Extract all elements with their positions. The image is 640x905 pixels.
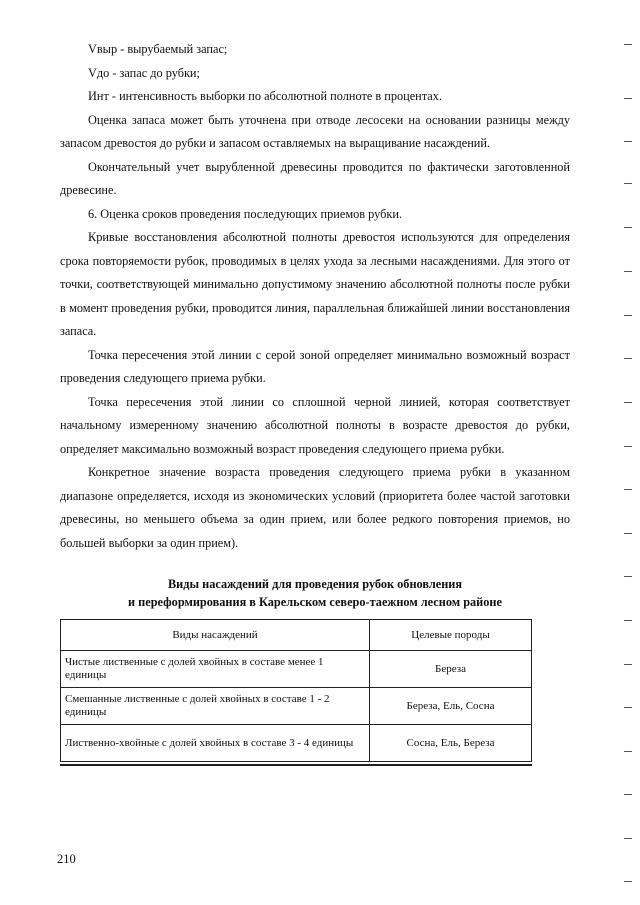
table-cell: Чистые лиственные с долей хвойных в составе менее 1 единицы — [61, 651, 370, 688]
margin-tick — [624, 620, 632, 621]
margin-tick — [624, 881, 632, 882]
margin-tick — [624, 315, 632, 316]
paragraph: Точка пересечения этой линии с серой зоной определяет минимально возможный возраст проведения следующего приема рубки. — [60, 347, 570, 385]
paragraph: Точка пересечения этой линии со сплошной черной линией, которая соответствует начальному измеренному значению абсолютной полноты в возрасте древостоя до рубки, определяет максимально возможный возраст проведения следующего приема рубки. — [60, 394, 570, 456]
column-header: Виды насаждений — [61, 620, 370, 651]
margin-tick — [624, 794, 632, 795]
paragraph: Кривые восстановления абсолютной полноты древостоя используются для определения срока повторяемости рубок, проводимых в целях ухода за лесными насаждениями. Для этого от точки, соответствующей минимально допустимому значению абсолютной полноты после рубки в момент проведения рубки, проводится линия, параллельная ближайшей линии восстановления запаса. — [60, 230, 570, 338]
margin-tick — [624, 707, 632, 708]
table-cell: Береза — [370, 651, 532, 688]
margin-tick — [624, 271, 632, 272]
table-row — [61, 688, 532, 725]
margin-tick — [624, 141, 632, 142]
stand-types-table — [60, 619, 532, 762]
margin-tick — [624, 576, 632, 577]
paragraph: Оценка запаса может быть уточнена при отводе лесосеки на основании разницы между запасом древостоя до рубки и запасом оставляемых на выращивание насаждений. — [60, 112, 570, 150]
table-bottom-rule — [60, 762, 532, 766]
table-cell: Береза, Ель, Сосна — [370, 688, 532, 725]
page-content — [60, 38, 570, 766]
paragraph: Vдо - запас до рубки; — [88, 65, 200, 80]
table-cell: Сосна, Ель, Береза — [370, 725, 532, 762]
table-caption-line: и переформирования в Карельском северо-таежном лесном районе — [128, 595, 502, 609]
margin-tick — [624, 664, 632, 665]
margin-tick — [624, 227, 632, 228]
column-header: Целевые породы — [370, 620, 532, 651]
table-header-row — [61, 620, 532, 651]
margin-tick — [624, 402, 632, 403]
table-cell: Смешанные лиственные с долей хвойных в составе 1 - 2 единицы — [61, 688, 370, 725]
margin-tick — [624, 98, 632, 99]
margin-tick — [624, 183, 632, 184]
table-row — [61, 725, 532, 762]
margin-tick — [624, 489, 632, 490]
margin-tick — [624, 358, 632, 359]
table-row — [61, 651, 532, 688]
margin-tick — [624, 533, 632, 534]
paragraph: Инт - интенсивность выборки по абсолютной полноте в процентах. — [88, 89, 442, 103]
table-cell: Лиственно-хвойные с долей хвойных в составе 3 - 4 единицы — [61, 725, 370, 762]
table-caption — [60, 575, 570, 611]
margin-tick — [624, 838, 632, 839]
table-caption-line: Виды насаждений для проведения рубок обновления — [167, 577, 463, 591]
paragraph: Конкретное значение возраста проведения следующего приема рубки в указанном диапазоне определяется, исходя из экономических условий (приоритета более частой заготовки древесины, но меньшего объема за один прием, или более редкого повторения приемов, но большей выборки за один прием). — [60, 465, 570, 550]
margin-tick — [624, 44, 632, 45]
section-heading: 6. Оценка сроков проведения последующих приемов рубки. — [88, 206, 402, 221]
margin-tick — [624, 446, 632, 447]
paragraph: Окончательный учет вырубленной древесины проводится по фактически заготовленной древесине. — [60, 159, 570, 197]
paragraph: Vвыр - вырубаемый запас; — [88, 42, 228, 56]
margin-tick — [624, 751, 632, 752]
page-number: 210 — [57, 852, 76, 866]
